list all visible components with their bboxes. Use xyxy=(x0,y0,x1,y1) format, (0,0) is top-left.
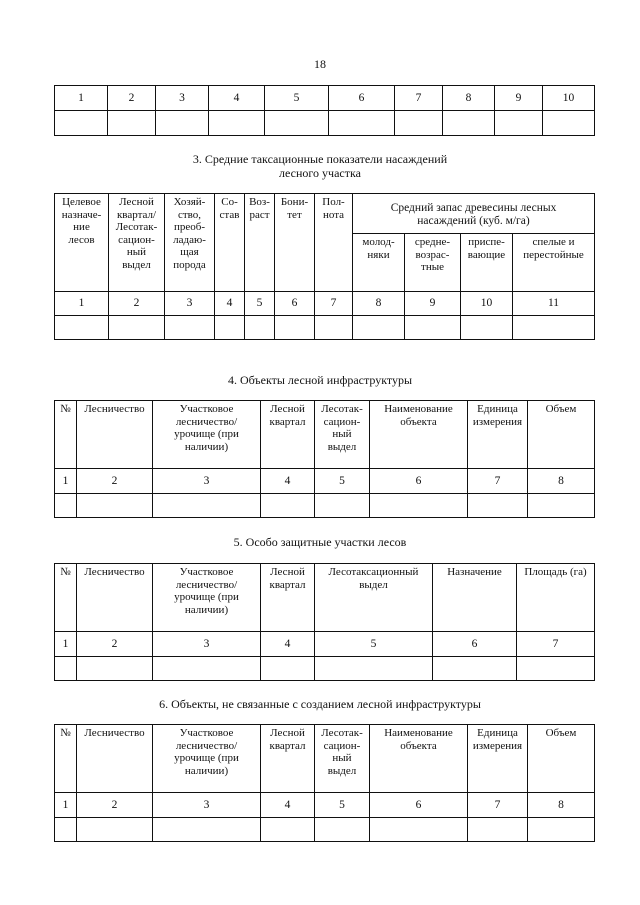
table-row xyxy=(55,793,595,818)
table-header-row xyxy=(55,564,595,632)
column-number: 9 xyxy=(405,292,461,316)
header-district-forestry: Участковое лесничество/ урочище (при наличии) xyxy=(153,564,261,632)
column-number: 8 xyxy=(528,469,595,494)
column-number: 2 xyxy=(109,292,165,316)
column-number: 10 xyxy=(543,86,595,111)
column-number: 8 xyxy=(443,86,495,111)
column-number: 2 xyxy=(77,793,153,818)
table-row xyxy=(55,632,595,657)
column-number: 5 xyxy=(315,793,370,818)
header-forestry: Лесничество xyxy=(77,401,153,469)
column-number: 7 xyxy=(395,86,443,111)
column-number: 7 xyxy=(517,632,595,657)
column-number: 2 xyxy=(108,86,156,111)
header-allotment: Лесотаксационный выдел xyxy=(315,564,433,632)
header-forestry: Лесничество xyxy=(77,725,153,793)
column-number: 4 xyxy=(261,632,315,657)
empty-cell[interactable] xyxy=(261,818,315,842)
empty-cell[interactable] xyxy=(433,657,517,681)
empty-cell[interactable] xyxy=(153,494,261,518)
column-number: 4 xyxy=(261,469,315,494)
empty-cell[interactable] xyxy=(461,316,513,340)
table-header-row xyxy=(55,194,595,234)
column-number: 11 xyxy=(513,292,595,316)
column-number: 6 xyxy=(433,632,517,657)
header-target-purpose: Целевое назначе- ние лесов xyxy=(55,194,109,292)
header-forest-quarter: Лесной квартал xyxy=(261,401,315,469)
header-area: Площадь (га) xyxy=(517,564,595,632)
header-object-name: Наименование объекта xyxy=(370,725,468,793)
empty-cell[interactable] xyxy=(543,111,595,136)
header-volume: Объем xyxy=(528,725,595,793)
empty-cell[interactable] xyxy=(108,111,156,136)
header-district-forestry: Участковое лесничество/ урочище (при наличии) xyxy=(153,401,261,469)
column-number: 7 xyxy=(468,469,528,494)
header-composition: Со- став xyxy=(215,194,245,292)
column-number: 7 xyxy=(468,793,528,818)
empty-cell[interactable] xyxy=(55,316,109,340)
table-header-row xyxy=(55,725,595,793)
header-forest-quarter: Лесной квартал xyxy=(261,725,315,793)
empty-cell[interactable] xyxy=(443,111,495,136)
empty-cell[interactable] xyxy=(517,657,595,681)
header-allotment: Лесотак- сацион- ный выдел xyxy=(315,725,370,793)
section-4-title: 4. Объекты лесной инфраструктуры xyxy=(227,373,413,387)
section-5-table xyxy=(54,563,595,681)
empty-cell[interactable] xyxy=(77,818,153,842)
empty-cell[interactable] xyxy=(513,316,595,340)
column-number: 10 xyxy=(461,292,513,316)
header-number: № xyxy=(55,564,77,632)
empty-cell[interactable] xyxy=(315,494,370,518)
header-district-forestry: Участковое лесничество/ урочище (при наличии) xyxy=(153,725,261,793)
column-number: 3 xyxy=(156,86,209,111)
column-number: 1 xyxy=(55,469,77,494)
header-wood-stock: Средний запас древесины лесных насаждений (куб. м/га) xyxy=(353,194,595,234)
subheader-middle-aged: средне- возрас- тные xyxy=(405,234,461,292)
empty-cell[interactable] xyxy=(77,657,153,681)
column-number: 6 xyxy=(370,793,468,818)
empty-cell[interactable] xyxy=(528,494,595,518)
continuation-table xyxy=(54,85,595,136)
header-site-class: Бони- тет xyxy=(275,194,315,292)
column-number: 4 xyxy=(261,793,315,818)
header-number: № xyxy=(55,725,77,793)
empty-cell[interactable] xyxy=(315,316,353,340)
empty-cell[interactable] xyxy=(370,818,468,842)
header-unit: Единица измерения xyxy=(468,401,528,469)
empty-cell[interactable] xyxy=(395,111,443,136)
empty-cell[interactable] xyxy=(468,494,528,518)
section-3-table xyxy=(54,193,595,340)
header-purpose: Назначение xyxy=(433,564,517,632)
column-number: 9 xyxy=(495,86,543,111)
table-row xyxy=(55,86,595,111)
section-6-title: 6. Объекты, не связанные с созданием лесной инфраструктуры xyxy=(159,697,481,711)
header-age: Воз- раст xyxy=(245,194,275,292)
column-number: 4 xyxy=(215,292,245,316)
subheader-young: молод- няки xyxy=(353,234,405,292)
empty-cell[interactable] xyxy=(215,316,245,340)
empty-cell[interactable] xyxy=(55,657,77,681)
column-number: 8 xyxy=(353,292,405,316)
header-quarter-allotment: Лесной квартал/ Лесотак- сацион- ный выдел xyxy=(109,194,165,292)
header-forest-quarter: Лесной квартал xyxy=(261,564,315,632)
table-row-empty xyxy=(55,818,595,842)
section-6-table xyxy=(54,724,595,842)
column-number: 5 xyxy=(265,86,329,111)
table-row-empty xyxy=(55,111,595,136)
table-row xyxy=(55,469,595,494)
column-number: 4 xyxy=(209,86,265,111)
header-number: № xyxy=(55,401,77,469)
empty-cell[interactable] xyxy=(77,494,153,518)
column-number: 7 xyxy=(315,292,353,316)
column-number: 5 xyxy=(245,292,275,316)
column-number: 6 xyxy=(329,86,395,111)
empty-cell[interactable] xyxy=(315,657,433,681)
empty-cell[interactable] xyxy=(275,316,315,340)
column-number: 1 xyxy=(55,292,109,316)
section-5-title: 5. Особо защитные участки лесов xyxy=(233,535,407,549)
empty-cell[interactable] xyxy=(55,494,77,518)
column-number: 1 xyxy=(55,86,108,111)
empty-cell[interactable] xyxy=(495,111,543,136)
empty-cell[interactable] xyxy=(265,111,329,136)
empty-cell[interactable] xyxy=(165,316,215,340)
table-header-row xyxy=(55,401,595,469)
column-number: 2 xyxy=(77,632,153,657)
section-3-title-line1: 3. Средние таксационные показатели насаждений xyxy=(192,152,448,166)
empty-cell[interactable] xyxy=(261,494,315,518)
column-number: 6 xyxy=(370,469,468,494)
header-unit: Единица измерения xyxy=(468,725,528,793)
header-density: Пол- нота xyxy=(315,194,353,292)
header-object-name: Наименование объекта xyxy=(370,401,468,469)
section-3-title-line2: лесного участка xyxy=(279,166,361,180)
table-row-empty xyxy=(55,494,595,518)
empty-cell[interactable] xyxy=(109,316,165,340)
table-row-empty xyxy=(55,316,595,340)
column-number: 3 xyxy=(153,793,261,818)
column-number: 5 xyxy=(315,632,433,657)
header-volume: Объем xyxy=(528,401,595,469)
column-number: 3 xyxy=(153,469,261,494)
header-forestry: Лесничество xyxy=(77,564,153,632)
section-3-title xyxy=(0,152,640,180)
header-dominant-species: Хозяй- ство, преоб- ладаю- щая порода xyxy=(165,194,215,292)
column-number: 5 xyxy=(315,469,370,494)
empty-cell[interactable] xyxy=(353,316,405,340)
empty-cell[interactable] xyxy=(55,818,77,842)
header-allotment: Лесотак- сацион- ный выдел xyxy=(315,401,370,469)
column-number: 3 xyxy=(165,292,215,316)
column-number: 6 xyxy=(275,292,315,316)
empty-cell[interactable] xyxy=(329,111,395,136)
column-number: 1 xyxy=(55,793,77,818)
empty-cell[interactable] xyxy=(528,818,595,842)
empty-cell[interactable] xyxy=(209,111,265,136)
subheader-maturing: приспе- вающие xyxy=(461,234,513,292)
empty-cell[interactable] xyxy=(245,316,275,340)
column-number: 1 xyxy=(55,632,77,657)
empty-cell[interactable] xyxy=(153,657,261,681)
page-number: 18 xyxy=(314,57,326,71)
column-number: 3 xyxy=(153,632,261,657)
empty-cell[interactable] xyxy=(261,657,315,681)
empty-cell[interactable] xyxy=(156,111,209,136)
empty-cell[interactable] xyxy=(315,818,370,842)
empty-cell[interactable] xyxy=(153,818,261,842)
empty-cell[interactable] xyxy=(370,494,468,518)
column-number: 8 xyxy=(528,793,595,818)
subheader-mature-overmature: спелые и перестойные xyxy=(513,234,595,292)
empty-cell[interactable] xyxy=(468,818,528,842)
section-4-table xyxy=(54,400,595,518)
table-row-empty xyxy=(55,657,595,681)
column-number: 2 xyxy=(77,469,153,494)
empty-cell[interactable] xyxy=(405,316,461,340)
empty-cell[interactable] xyxy=(55,111,108,136)
table-row xyxy=(55,292,595,316)
